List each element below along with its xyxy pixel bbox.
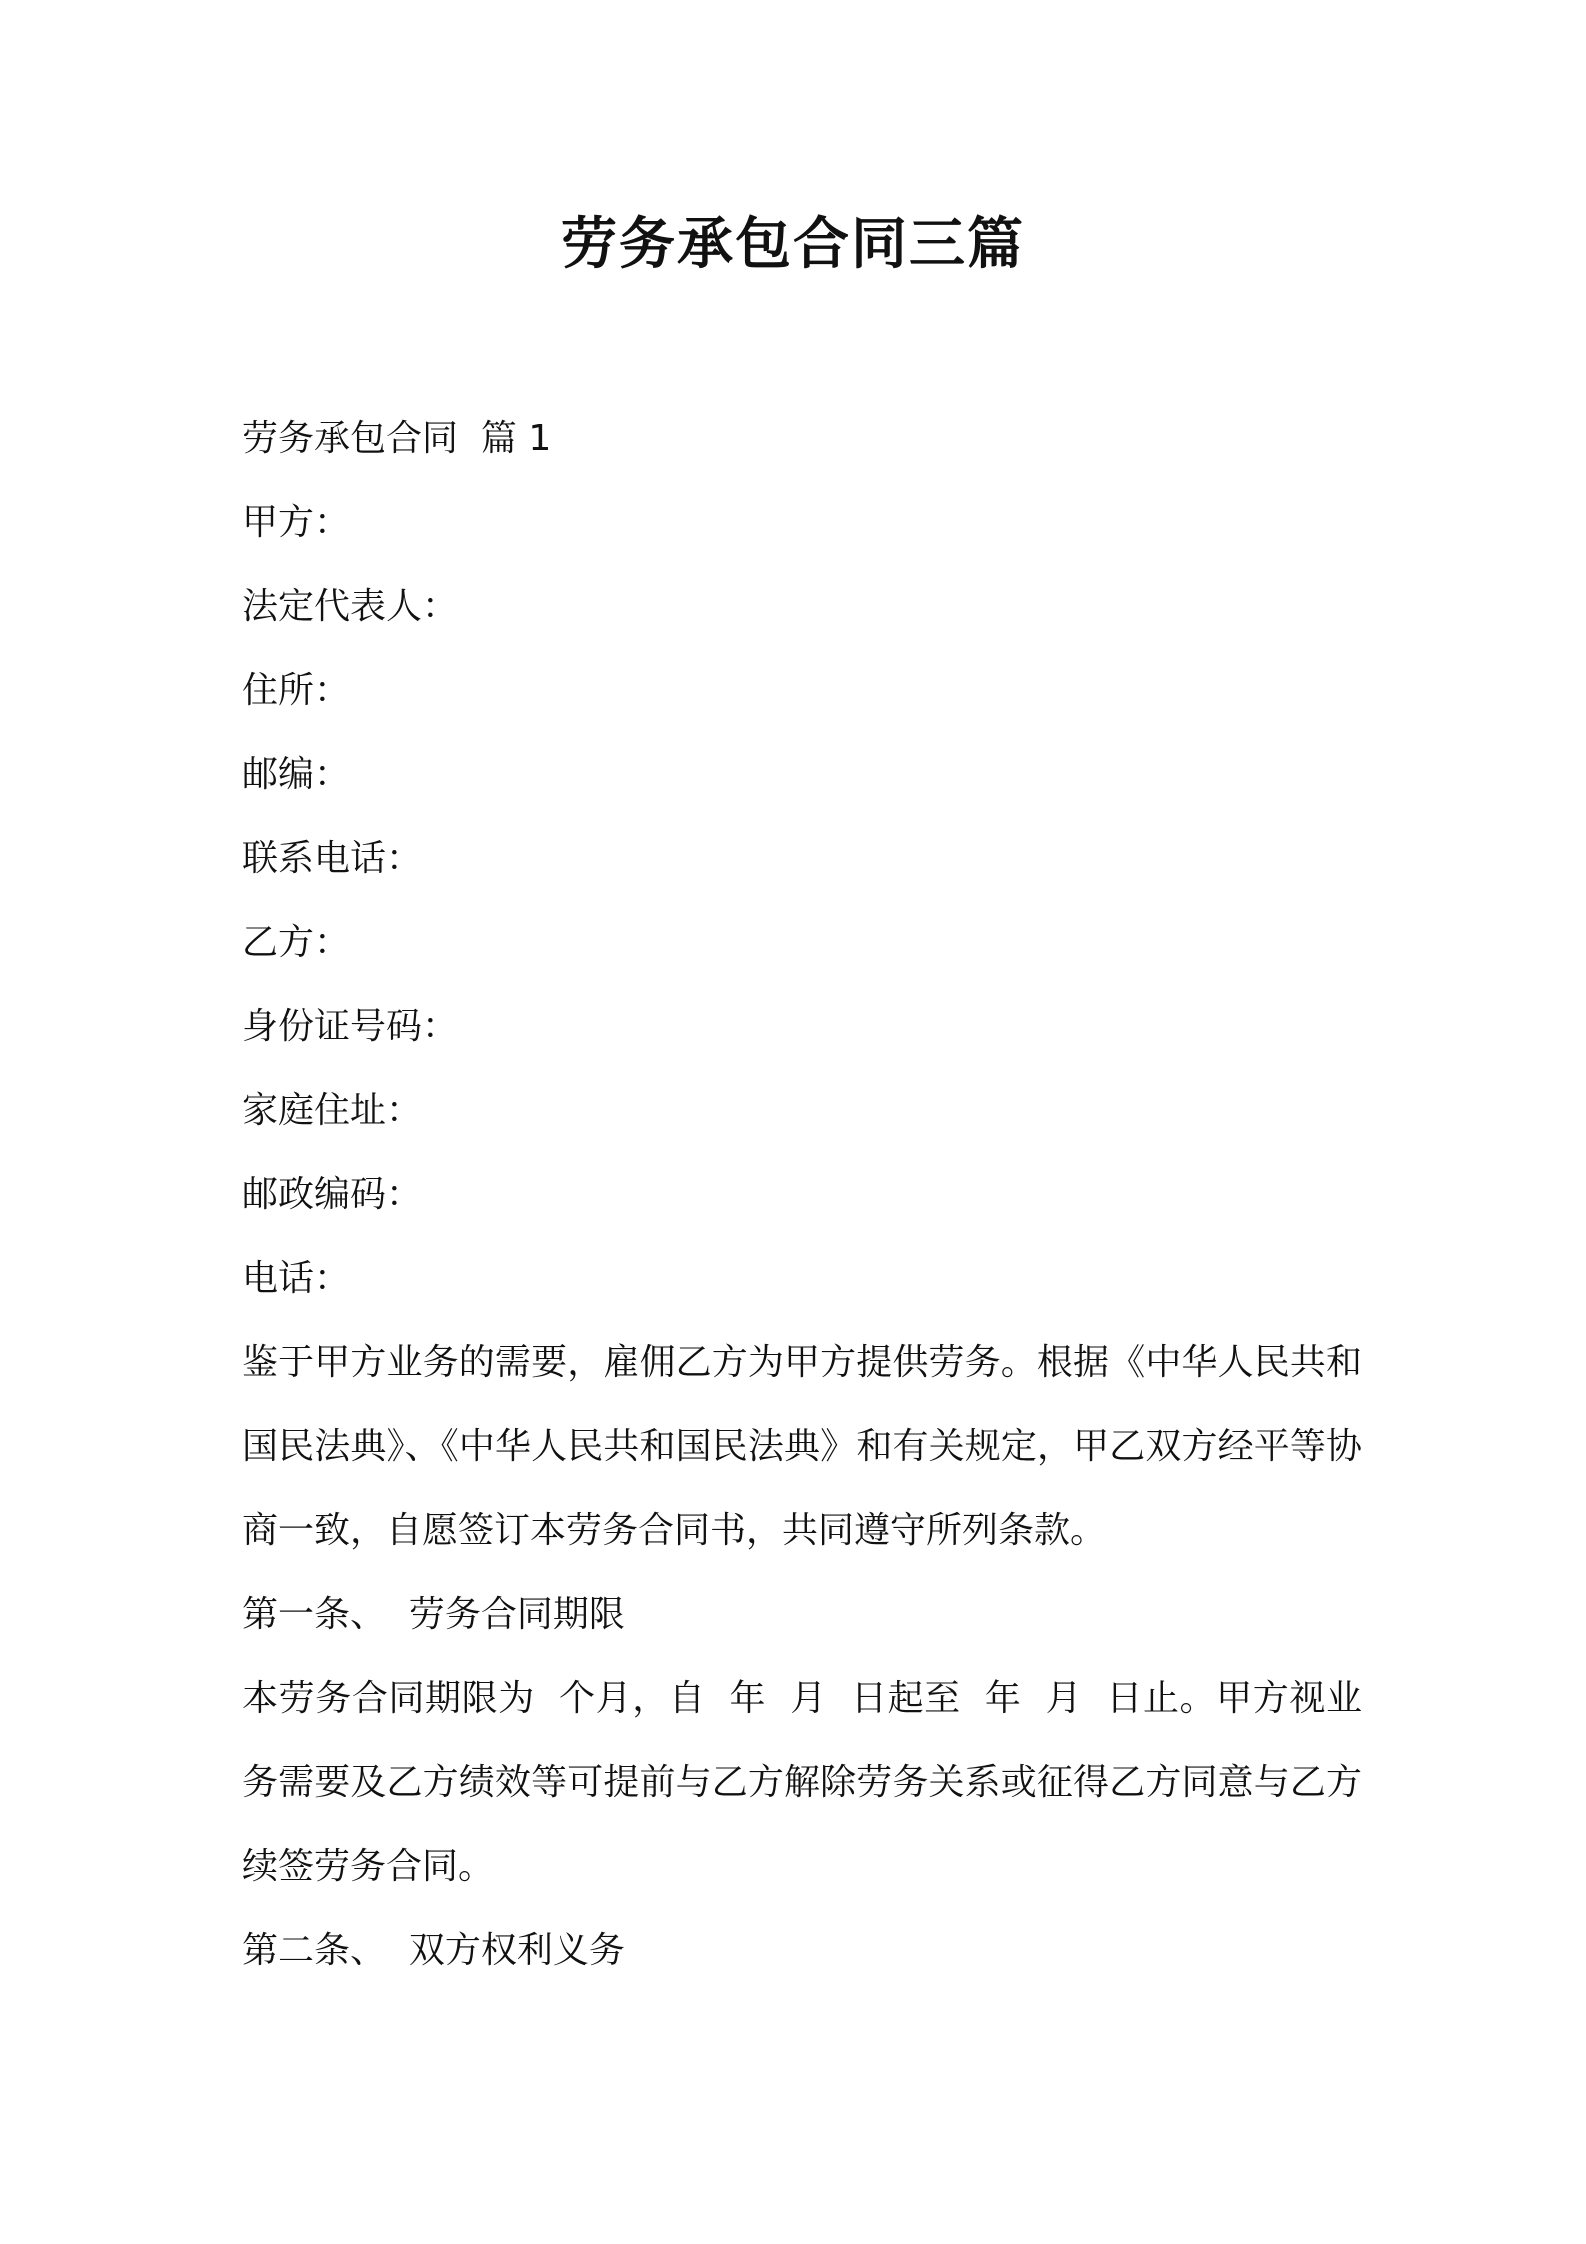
id-number-field: 身份证号码： [242, 1006, 459, 1047]
home-address-field: 家庭住址： [242, 1090, 423, 1131]
phone-field: 电话： [242, 1258, 351, 1299]
party-b-name-field: 乙方： [242, 922, 351, 963]
section-heading: 劳务承包合同 篇 1 [242, 418, 552, 459]
document-body [242, 397, 1362, 1993]
article-2-heading: 第二条、 双方权利义务 [242, 1930, 625, 1971]
preamble-paragraph: 鉴于甲方业务的需要，雇佣乙方为甲方提供劳务。根据《中华人民共和国民法典》、《中华人民共和国民法典》和有关规定，甲乙双方经平等协商一致，自愿签订本劳务合同书，共同遵守所列条款。 [242, 1342, 1362, 1551]
document-title: 劳务承包合同三篇 [561, 212, 1025, 277]
address-field: 住所： [242, 670, 351, 711]
party-a-name-field: 甲方： [242, 502, 351, 543]
article-1-paragraph: 本劳务合同期限为 个月，自 年 月 日起至 年 月 日止。甲方视业务需要及乙方绩效等可提前与乙方解除劳务关系或征得乙方同意与乙方续签劳务合同。 [242, 1678, 1362, 1887]
postal-code-field: 邮政编码： [242, 1174, 423, 1215]
contact-phone-field: 联系电话： [242, 838, 423, 879]
legal-representative-field: 法定代表人： [242, 586, 459, 627]
postcode-field: 邮编： [242, 754, 351, 795]
article-1-heading: 第一条、 劳务合同期限 [242, 1594, 625, 1635]
